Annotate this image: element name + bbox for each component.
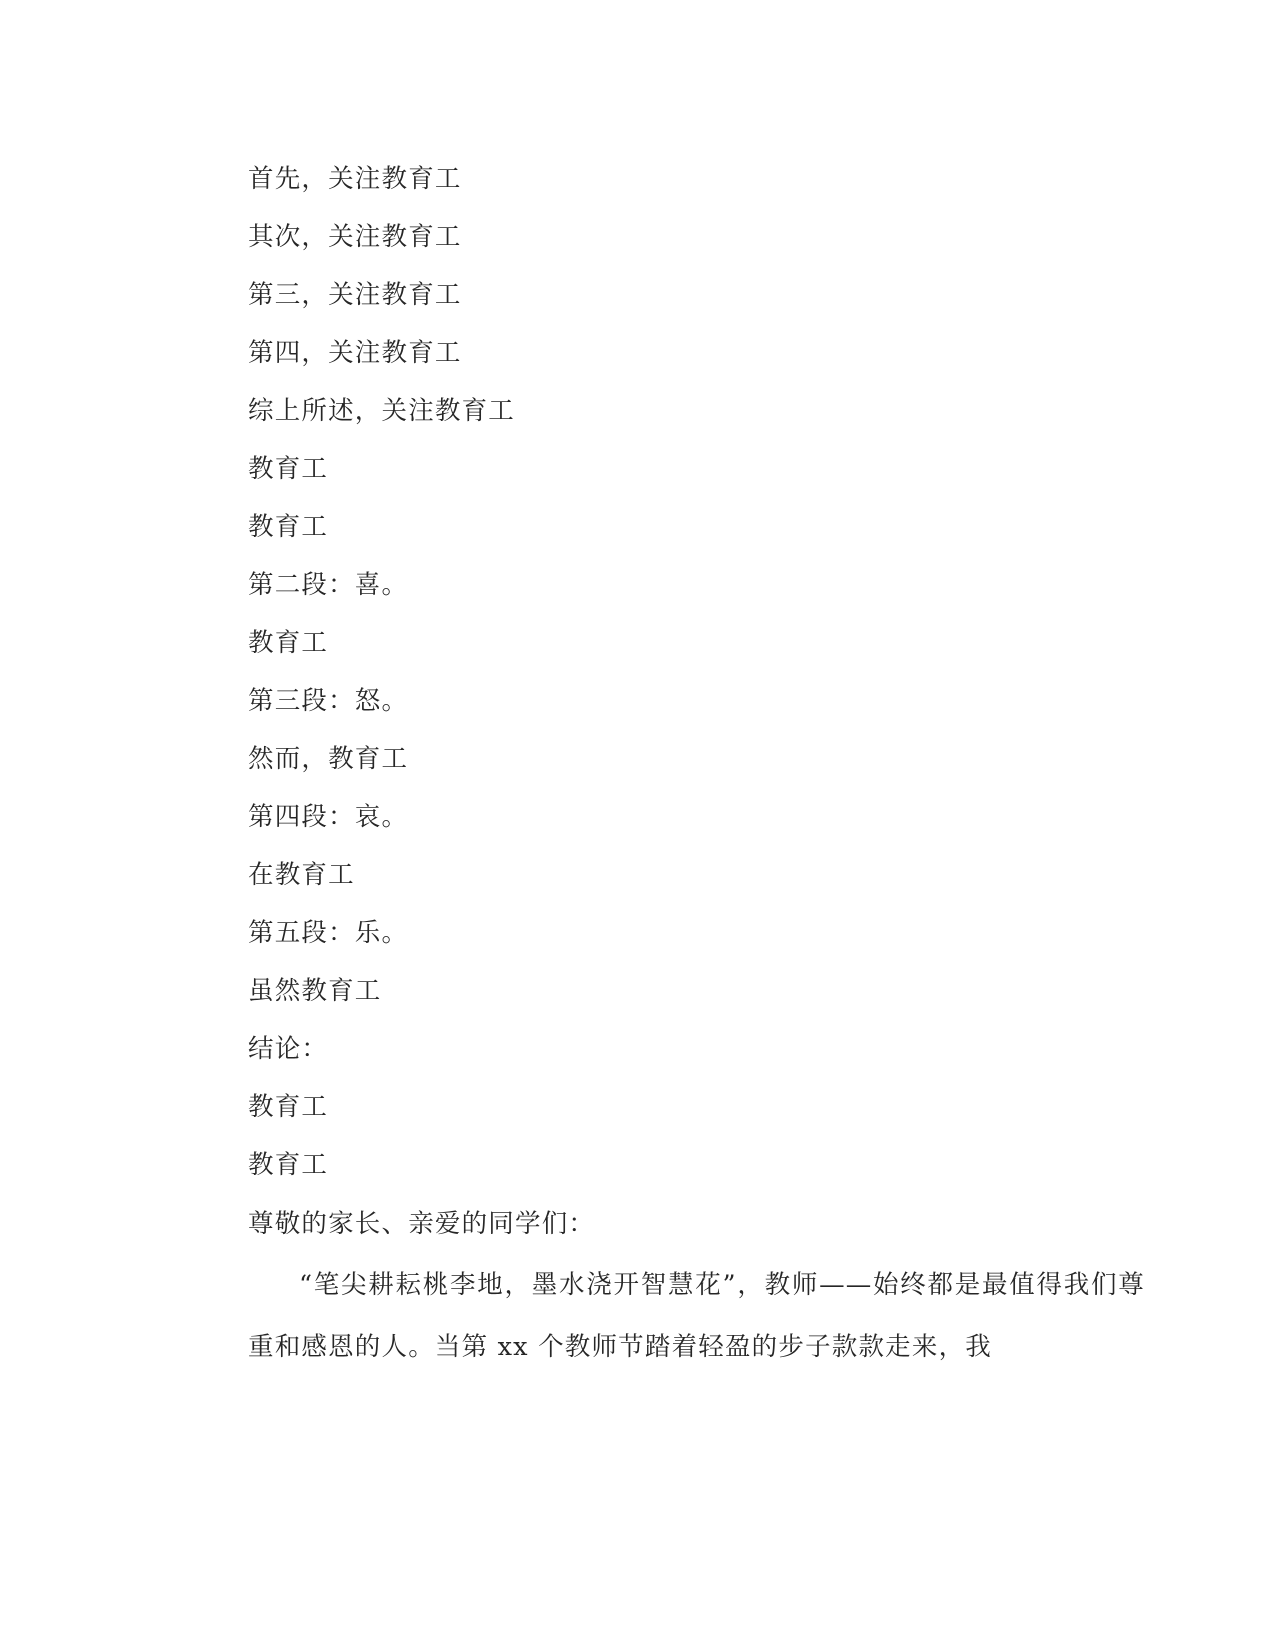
paragraph: 教育工	[248, 454, 329, 484]
paragraph: 教育工	[248, 1092, 329, 1122]
document-body	[120, 150, 1155, 1378]
salutation-paragraph: 尊敬的家长、亲爱的同学们：	[248, 1209, 596, 1239]
paragraph: 教育工	[248, 512, 329, 542]
paragraph: 其次，关注教育工	[248, 222, 462, 252]
paragraph: 第三段：怒。	[248, 686, 409, 716]
paragraph: 结论：	[248, 1034, 329, 1064]
paragraph: 首先，关注教育工	[248, 164, 462, 194]
paragraph: 第五段：乐。	[248, 918, 409, 948]
paragraph: 教育工	[248, 1150, 329, 1180]
paragraph: 第三，关注教育工	[248, 280, 462, 310]
paragraph: 然而，教育工	[248, 744, 409, 774]
paragraph: 第四段：哀。	[248, 802, 409, 832]
paragraph: 第四，关注教育工	[248, 338, 462, 368]
body-paragraph: “笔尖耕耘桃李地，墨水浇开智慧花”，教师——始终都是最值得我们尊重和感恩的人。当第 xx 个教师节踏着轻盈的步子款款走来，我	[248, 1270, 1145, 1362]
paragraph: 第二段：喜。	[248, 570, 409, 600]
paragraph: 在教育工	[248, 860, 355, 890]
paragraph: 教育工	[248, 628, 329, 658]
paragraph: 虽然教育工	[248, 976, 382, 1006]
paragraph: 综上所述，关注教育工	[248, 396, 516, 426]
